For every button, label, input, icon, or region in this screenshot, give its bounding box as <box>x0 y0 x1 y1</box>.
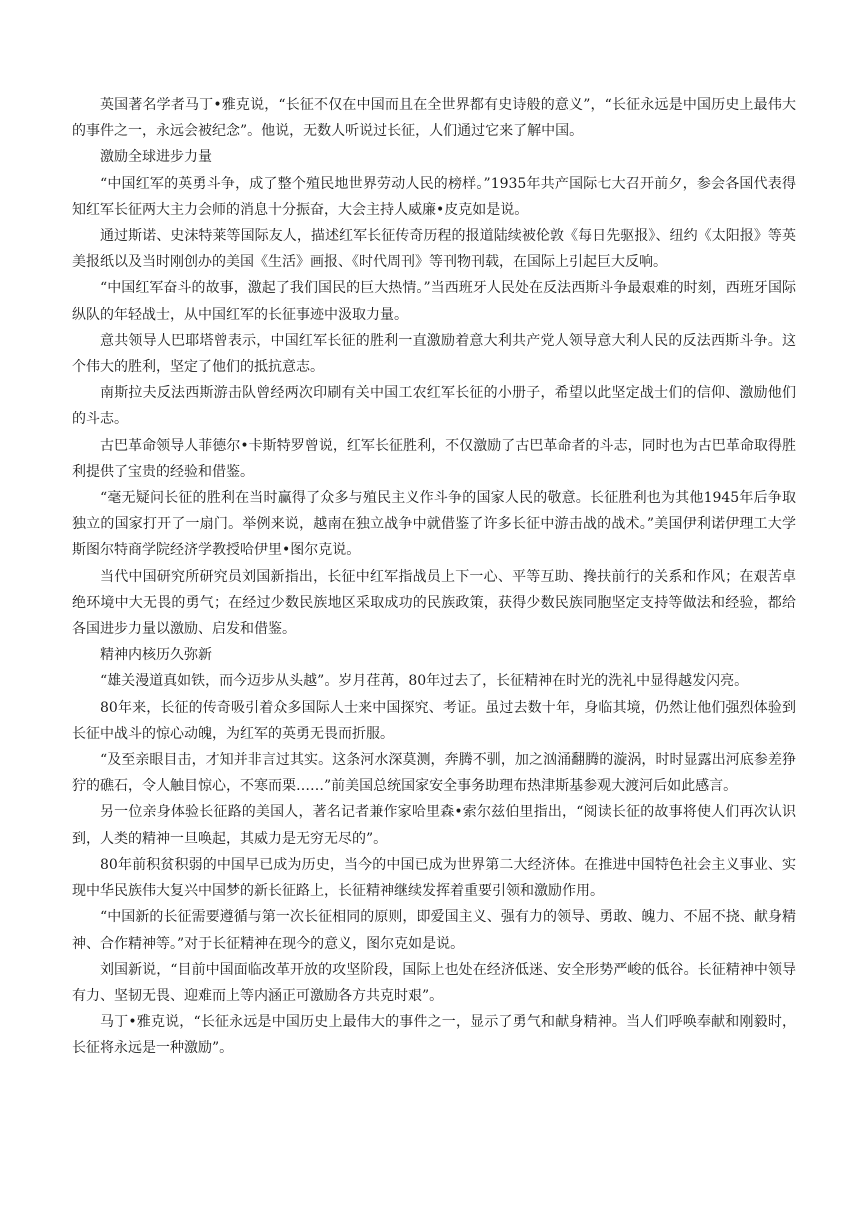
paragraph: 英国著名学者马丁•雅克说，“长征不仅在中国而且在全世界都有史诗般的意义”，“长征永远是中国历史上最伟大的事件之一，永远会被纪念”。他说，无数人听说过长征，人们通过它来了解中国。 <box>72 97 796 140</box>
paragraph: 通过斯诺、史沫特莱等国际友人，描述红军长征传奇历程的报道陆续被伦敦《每日先驱报》、纽约《太阳报》等英美报纸以及当时刚创办的美国《生活》画报、《时代周刊》等刊物刊载，在国际上引起巨大反响。 <box>72 228 796 271</box>
section-heading: 激励全球进步力量 <box>100 149 212 166</box>
paragraph: “雄关漫道真如铁，而今迈步从头越”。岁月荏苒，80年过去了，长征精神在时光的洗礼中显得越发闪亮。 <box>100 673 749 690</box>
paragraph: 刘国新说，“目前中国面临改革开放的攻坚阶段，国际上也处在经济低迷、安全形势严峻的低谷。长征精神中领导有力、坚韧无畏、迎难而上等内涵正可激励各方共克时艰”。 <box>72 961 796 1004</box>
paragraph: “中国红军的英勇斗争，成了整个殖民地世界劳动人民的榜样。”1935年共产国际七大召开前夕，参会各国代表得知红军长征两大主力会师的消息十分振奋，大会主持人威廉•皮克如是说。 <box>72 175 796 218</box>
paragraph: “中国新的长征需要遵循与第一次长征相同的原则，即爱国主义、强有力的领导、勇敢、魄力、不屈不挠、献身精神、合作精神等。”对于长征精神在现今的意义，图尔克如是说。 <box>72 909 796 952</box>
paragraph: 80年前积贫积弱的中国早已成为历史，当今的中国已成为世界第二大经济体。在推进中国特色社会主义事业、实现中华民族伟大复兴中国梦的新长征路上，长征精神继续发挥着重要引领和激励作用。 <box>72 856 796 900</box>
paragraph: 意共领导人巴耶塔曾表示，中国红军长征的胜利一直激励着意大利共产党人领导意大利人民的反法西斯斗争。这个伟大的胜利，坚定了他们的抵抗意志。 <box>72 332 796 376</box>
paragraph: 古巴革命领导人菲德尔•卡斯特罗曾说，红军长征胜利，不仅激励了古巴革命者的斗志，同时也为古巴革命取得胜利提供了宝贵的经验和借鉴。 <box>72 437 796 480</box>
section-heading: 精神内核历久弥新 <box>100 647 212 664</box>
paragraph: 80年来，长征的传奇吸引着众多国际人士来中国探究、考证。虽过去数十年，身临其境，仍然让他们强烈体验到长征中战斗的惊心动魄，为红军的英勇无畏而折服。 <box>72 699 796 742</box>
paragraph: 另一位亲身体验长征路的美国人，著名记者兼作家哈里森•索尔兹伯里指出，“阅读长征的故事将使人们再次认识到，人类的精神一旦唤起，其威力是无穷无尽的”。 <box>72 804 796 847</box>
paragraph: 马丁•雅克说，“长征永远是中国历史上最伟大的事件之一，显示了勇气和献身精神。当人们呼唤奉献和刚毅时，长征将永远是一种激励”。 <box>72 1014 796 1057</box>
article-body <box>72 92 796 1062</box>
paragraph: 南斯拉夫反法西斯游击队曾经两次印刷有关中国工农红军长征的小册子，希望以此坚定战士们的信仰、激励他们的斗志。 <box>72 385 796 428</box>
paragraph: “毫无疑问长征的胜利在当时赢得了众多与殖民主义作斗争的国家人民的敬意。长征胜利也为其他1945年后争取独立的国家打开了一扇门。举例来说，越南在独立战争中就借鉴了许多长征中游击战的战术。”美国伊利诺伊理工大学斯图尔特商学院经济学教授哈伊里•图尔克说。 <box>72 490 796 559</box>
paragraph: “及至亲眼目击，才知并非言过其实。这条河水深莫测，奔腾不驯，加之汹涌翻腾的漩涡，时时显露出河底参差狰狞的礁石，令人触目惊心，不寒而栗……”前美国总统国家安全事务助理布热津斯基参观大渡河后如此感言。 <box>72 752 796 795</box>
paragraph: “中国红军奋斗的故事，激起了我们国民的巨大热情。”当西班牙人民处在反法西斯斗争最艰难的时刻，西班牙国际纵队的年轻战士，从中国红军的长征事迹中汲取力量。 <box>72 280 796 323</box>
paragraph: 当代中国研究所研究员刘国新指出，长征中红军指战员上下一心、平等互助、搀扶前行的关系和作风；在艰苦卓绝环境中大无畏的勇气；在经过少数民族地区采取成功的民族政策，获得少数民族同胞坚定支持等做法和经验，都给各国进步力量以激励、启发和借鉴。 <box>72 568 796 638</box>
